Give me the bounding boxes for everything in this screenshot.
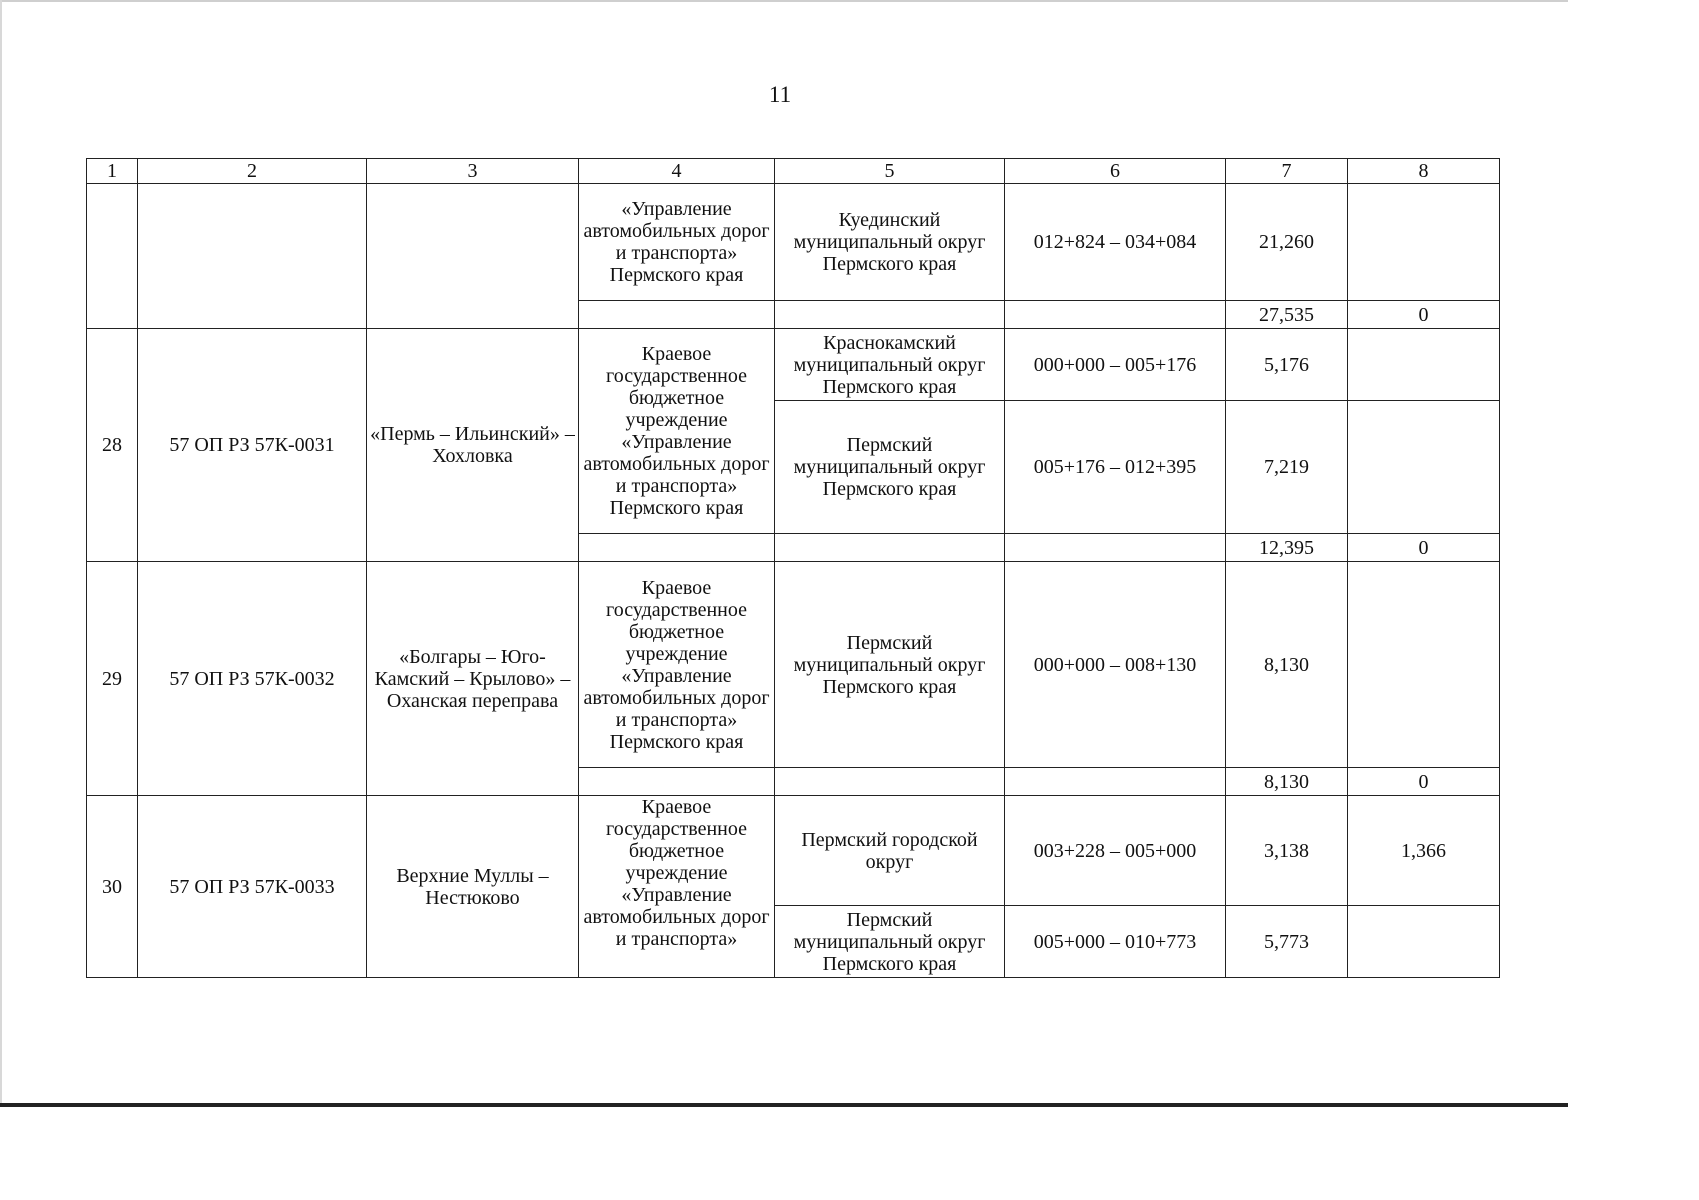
- road-range: 005+000 – 010+773: [1005, 906, 1226, 978]
- road-col8: [1348, 562, 1500, 768]
- scan-edge-top: [0, 0, 1568, 2]
- road-range: 000+000 – 005+176: [1005, 329, 1226, 401]
- header-cell: 4: [579, 159, 775, 184]
- total-empty: [579, 768, 775, 796]
- road-code: 57 ОП РЗ 57К-0032: [138, 562, 367, 796]
- row-number: [87, 184, 138, 329]
- road-code: [138, 184, 367, 329]
- road-range: 000+000 – 008+130: [1005, 562, 1226, 768]
- total-col8: 0: [1348, 768, 1500, 796]
- header-cell: 5: [775, 159, 1005, 184]
- row-number: 29: [87, 562, 138, 796]
- road-name: Верхние Муллы – Нестюково: [367, 796, 579, 978]
- total-length: 8,130: [1226, 768, 1348, 796]
- header-cell: 1: [87, 159, 138, 184]
- table-row: [87, 562, 1500, 768]
- road-owner: Краевое государственное бюджетное учреждение «Управление автомобильных дорог и транспорта»: [579, 796, 775, 978]
- scan-edge-bottom: [0, 1103, 1568, 1107]
- road-district: Пермский муниципальный округ Пермского края: [775, 562, 1005, 768]
- road-length: 8,130: [1226, 562, 1348, 768]
- road-code: 57 ОП РЗ 57К-0031: [138, 329, 367, 562]
- road-district: Пермский муниципальный округ Пермского края: [775, 906, 1005, 978]
- total-empty: [775, 768, 1005, 796]
- road-owner: Краевое государственное бюджетное учреждение «Управление автомобильных дорог и транспорта» Пермского края: [579, 562, 775, 768]
- road-col8: 1,366: [1348, 796, 1500, 906]
- total-empty: [1005, 768, 1226, 796]
- total-length: 27,535: [1226, 301, 1348, 329]
- road-district: Пермский городской округ: [775, 796, 1005, 906]
- road-length: 5,176: [1226, 329, 1348, 401]
- road-range: 005+176 – 012+395: [1005, 401, 1226, 534]
- road-district: Краснокамский муниципальный округ Пермского края: [775, 329, 1005, 401]
- road-col8: [1348, 184, 1500, 301]
- road-name: «Пермь – Ильинский» – Хохловка: [367, 329, 579, 562]
- road-district: Куединский муниципальный округ Пермского края: [775, 184, 1005, 301]
- scan-edge-left: [0, 0, 2, 1107]
- header-cell: 8: [1348, 159, 1500, 184]
- road-name: [367, 184, 579, 329]
- total-empty: [1005, 534, 1226, 562]
- road-col8: [1348, 906, 1500, 978]
- road-col8: [1348, 401, 1500, 534]
- road-owner: «Управление автомобильных дорог и транспорта» Пермского края: [579, 184, 775, 301]
- table-row: [87, 184, 1500, 301]
- total-empty: [579, 534, 775, 562]
- total-empty: [1005, 301, 1226, 329]
- road-range: 003+228 – 005+000: [1005, 796, 1226, 906]
- road-owner: Краевое государственное бюджетное учреждение «Управление автомобильных дорог и транспорта» Пермского края: [579, 329, 775, 534]
- row-number: 30: [87, 796, 138, 978]
- table-row: [87, 796, 1500, 906]
- total-empty: [579, 301, 775, 329]
- row-number: 28: [87, 329, 138, 562]
- total-length: 12,395: [1226, 534, 1348, 562]
- total-empty: [775, 301, 1005, 329]
- header-cell: 3: [367, 159, 579, 184]
- header-cell: 2: [138, 159, 367, 184]
- total-empty: [775, 534, 1005, 562]
- road-district: Пермский муниципальный округ Пермского края: [775, 401, 1005, 534]
- header-row: [87, 159, 1500, 184]
- roads-table: [86, 158, 1500, 978]
- road-length: 5,773: [1226, 906, 1348, 978]
- total-col8: 0: [1348, 534, 1500, 562]
- table-row: [87, 329, 1500, 401]
- road-range: 012+824 – 034+084: [1005, 184, 1226, 301]
- total-col8: 0: [1348, 301, 1500, 329]
- road-code: 57 ОП РЗ 57К-0033: [138, 796, 367, 978]
- road-length: 7,219: [1226, 401, 1348, 534]
- road-length: 21,260: [1226, 184, 1348, 301]
- road-col8: [1348, 329, 1500, 401]
- header-cell: 7: [1226, 159, 1348, 184]
- header-cell: 6: [1005, 159, 1226, 184]
- page-number: 11: [768, 82, 792, 107]
- road-length: 3,138: [1226, 796, 1348, 906]
- road-name: «Болгары – Юго-Камский – Крылово» – Оханская переправа: [367, 562, 579, 796]
